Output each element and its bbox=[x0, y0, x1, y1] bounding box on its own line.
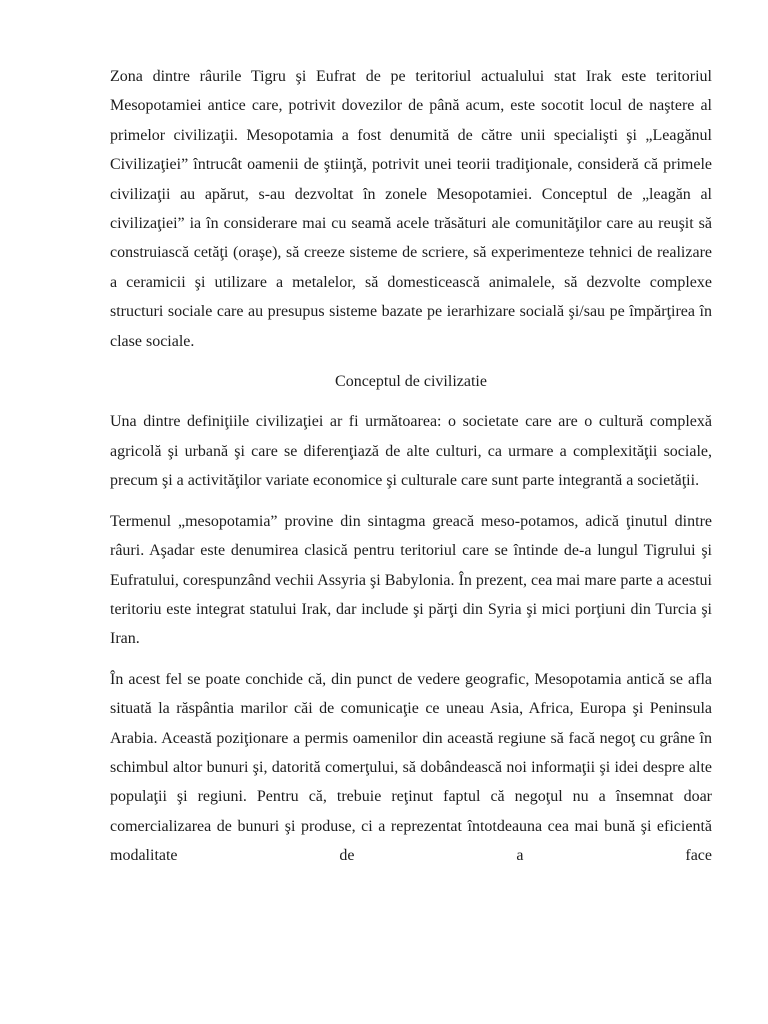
paragraph-civilization-definition: Una dintre definiţiile civilizaţiei ar fi următoarea: o societate care are o cultură complexă agricolă şi urbană şi care se diferenţiază de alte culturi, ca urmare a complexităţii sociale, precum şi a activităţilor variate economice şi culturale care sunt parte integrantă a societăţii. bbox=[110, 413, 712, 490]
paragraph-geography-trade: În acest fel se poate conchide că, din punct de vedere geografic, Mesopotamia antică se afla situată la răspântia marilor căi de comunicaţie ce uneau Asia, Africa, Europa şi Peninsula Arabia. Această poziţionare a permis oamenilor din această regiune să facă negoţ cu grâne în schimbul altor bunuri şi, datorită comerţului, să dobândească noi informaţii şi idei despre alte populaţii şi regiuni. Pentru că, trebuie reţinut faptul că negoţul nu a însemnat doar comercializarea de bunuri şi produse, ci a reprezentat întotdeauna cea mai bună şi eficientă modalitate de a face bbox=[110, 670, 712, 865]
document-page bbox=[110, 62, 712, 882]
paragraph-mesopotamia-intro: Zona dintre râurile Tigru şi Eufrat de pe teritoriul actualului stat Irak este teritoriul Mesopotamiei antice care, potrivit dovezilor de până acum, este socotit locul de naştere al primelor civilizaţii. Mesopotamia a fost denumită de către unii specialişti şi „Leagănul Civilizaţiei” întrucât oamenii de ştiinţă, potrivit unei teorii tradiţionale, consideră că primele civilizaţii au apărut, s-au dezvoltat în zonele Mesopotamiei. Conceptul de „leagăn al civilizaţiei” ia în considerare mai cu seamă acele trăsături ale comunităţilor care au reuşit să construiască cetăţi (oraşe), să creeze sisteme de scriere, să experimenteze tehnici de realizare a ceramicii şi utilizare a metalelor, să domesticească animalele, să dezvolte complexe structuri sociale care au presupus sisteme bazate pe ierarhizare socială şi/sau pe împărţirea în clase sociale. bbox=[110, 68, 712, 350]
paragraph-mesopotamia-term: Termenul „mesopotamia” provine din sintagma greacă meso-potamos, adică ţinutul dintre râuri. Aşadar este denumirea clasică pentru teritoriul care se întinde de-a lungul Tigrului şi Eufratului, corespunzând vechii Assyria şi Babylonia. În prezent, cea mai mare parte a acestui teritoriu este integrat statului Irak, dar include şi părţi din Syria şi mici porţiuni din Turcia şi Iran. bbox=[110, 512, 712, 648]
section-heading: Conceptul de civilizatie bbox=[335, 373, 487, 391]
